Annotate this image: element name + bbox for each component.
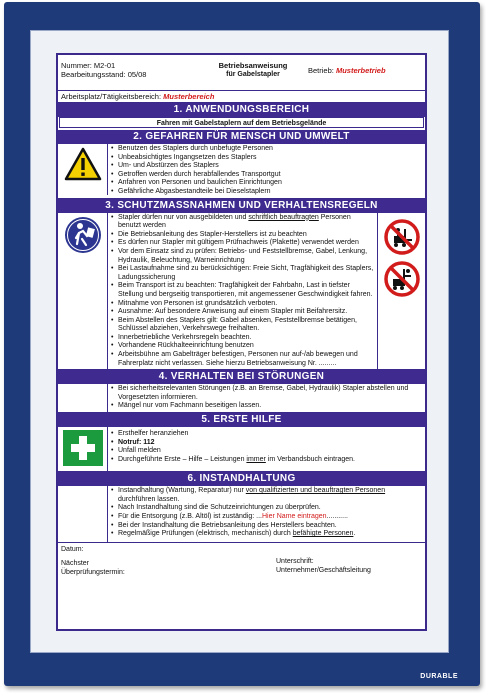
list-item: • Anfahren von Personen und baulichen Einrichtungen xyxy=(110,179,423,188)
header-left xyxy=(61,61,146,79)
empty-icon-cell xyxy=(58,486,108,542)
empty-icon-cell xyxy=(58,384,108,412)
no-lifting-persons-prohibition-icon xyxy=(384,261,420,297)
warning-triangle-icon xyxy=(64,147,102,181)
list-item: • Unfall melden xyxy=(110,447,423,456)
item-text-underlined: von qualifizierten und beauftragten Personen xyxy=(245,487,386,495)
list-item: • Bei Lastaufnahme sind zu berücksichtigen: Freie Sicht, Tragfähigkeit des Staplers, Ladungssicherung xyxy=(110,265,375,282)
brand-logo: DURABLE xyxy=(420,673,458,680)
operating-instructions-sheet xyxy=(56,53,427,631)
title-line-2: für Gabelstapler xyxy=(226,71,280,78)
warning-icon-cell xyxy=(58,144,108,195)
review-date-label: Überprüfungstermin: xyxy=(61,569,125,577)
workplace-value: Musterbereich xyxy=(163,92,215,101)
section-4-row xyxy=(58,384,425,413)
first-aid-cross-icon xyxy=(63,430,103,466)
signatory-role: Unternehmer/Geschäftsleitung xyxy=(276,567,371,575)
list-item: • Getroffen werden durch herabfallendes Transportgut xyxy=(110,171,423,180)
workplace-label: Arbeitsplatz/Tätigkeitsbereich: xyxy=(61,92,162,101)
list-item: • Notruf: 112 xyxy=(110,439,423,448)
signature-label: Unterschrift: xyxy=(276,558,314,566)
document-title xyxy=(203,61,303,79)
section-2-row xyxy=(58,144,425,199)
list-item: • Vorhandene Rückhalteeinrichtung benutzen xyxy=(110,342,375,351)
first-aid-icon-cell xyxy=(58,427,108,471)
no-passenger-prohibition-icon xyxy=(384,219,420,255)
item-text: ........... xyxy=(326,513,348,521)
list-item: • Vor dem Einsatz sind zu prüfen: Betriebs- und Feststellbremse, Gabel, Lenkung, Hydraulik, Beleuchtung, Warneinrichtung xyxy=(110,248,375,265)
section-5-row xyxy=(58,427,425,472)
item-text-underlined: befähigte Personen xyxy=(292,530,354,538)
list-item xyxy=(110,530,423,539)
list-item: • Um- und Abstürzen des Staplers xyxy=(110,162,423,171)
hazards-list xyxy=(110,145,423,197)
signature-footer xyxy=(58,543,425,587)
list-item: • Gefährliche Abgasbestandteile bei Dieselstaplern xyxy=(110,188,423,197)
company-value: Musterbetrieb xyxy=(335,66,386,75)
section-1-text: Fahren mit Gabelstaplern auf dem Betriebsgelände xyxy=(59,117,424,128)
section-6-title: 6. INSTANDHALTUNG xyxy=(58,472,425,486)
list-item xyxy=(110,513,423,522)
section-5-title: 5. ERSTE HILFE xyxy=(58,413,425,427)
item-text: Stapler dürfen nur von ausgebildeten und xyxy=(118,213,249,221)
document-number: Nummer: M2-01 xyxy=(61,61,116,70)
revision-status: Bearbeitungsstand: 05/08 xyxy=(61,70,147,79)
measures-list xyxy=(110,214,375,369)
list-item: • Bei der Instandhaltung die Betriebsanleitung des Herstellers beachten. xyxy=(110,522,423,531)
date-label: Datum: xyxy=(61,546,84,554)
list-item: • Benutzen des Staplers durch unbefugte Personen xyxy=(110,145,423,154)
mandatory-icon-cell xyxy=(58,213,108,370)
item-text: Instandhaltung (Wartung, Reparatur) nur xyxy=(118,487,246,495)
list-item: • Innerbetriebliche Verkehrsregeln beachten. xyxy=(110,334,375,343)
read-instructions-mandatory-icon xyxy=(64,216,102,254)
next-label: Nächster xyxy=(61,560,90,568)
section-2-title: 2. GEFAHREN FÜR MENSCH UND UMWELT xyxy=(58,130,425,144)
item-text-underlined: schriftlich beauftragten xyxy=(248,213,319,221)
list-item: • Bei sicherheitsrelevanten Störungen (z.B. an Bremse, Gabel, Hydraulik) Stapler abstellen und Vorgesetzten informieren. xyxy=(110,385,423,402)
list-item: • Beim Abstellen des Staplers gilt: Gabel absenken, Feststellbremse betätigen, Schlüssel abziehen, Verkehrswege freihalten. xyxy=(110,317,375,334)
responsible-name-placeholder: Hier Name eintragen xyxy=(261,513,327,521)
list-item: • Nach Instandhaltung sind die Schutzeinrichtungen zu überprüfen. xyxy=(110,504,423,513)
section-6-row xyxy=(58,486,425,543)
company-label: Betrieb: xyxy=(308,66,334,75)
sheet-header xyxy=(58,55,425,91)
workplace-field xyxy=(58,91,425,103)
list-item: • Unbeabsichtigtes Ingangsetzen des Staplers xyxy=(110,154,423,163)
prohibition-icons-cell xyxy=(377,213,425,370)
item-text-underlined: immer xyxy=(246,456,266,464)
first-aid-list xyxy=(110,430,423,464)
section-1-title: 1. ANWENDUNGSBEREICH xyxy=(58,103,425,117)
company-field xyxy=(308,66,386,75)
list-item: • Beim Transport ist zu beachten: Tragfähigkeit der Fahrbahn, Last in tiefster Stellung und bergseitig transportieren, mit angemessener Geschwindigkeit fahren. xyxy=(110,282,375,299)
maintenance-list xyxy=(110,487,423,539)
list-item: • Arbeitsbühne am Gabelträger befestigen, Personen nur auf-/ab bewegen und Fahrerplatz nicht verlassen. Siehe hierzu Betriebsanweisung Nr. ......... xyxy=(110,351,375,368)
section-3-row xyxy=(58,213,425,371)
list-item: • Die Betriebsanleitung des Stapler-Herstellers ist zu beachten xyxy=(110,231,375,240)
section-4-title: 4. VERHALTEN BEI STÖRUNGEN xyxy=(58,370,425,384)
item-text: Personen benutzt werden xyxy=(118,213,351,230)
list-item: • Mitnahme von Personen ist grundsätzlich verboten. xyxy=(110,300,375,309)
malfunction-list xyxy=(110,385,423,411)
item-text: Regelmäßige Prüfungen (elektrisch, mechanisch) durch xyxy=(118,530,293,538)
list-item xyxy=(110,214,375,231)
item-text: im Verbandsbuch eintragen. xyxy=(265,456,355,464)
list-item: • Mängel nur vom Fachmann beseitigen lassen. xyxy=(110,402,423,411)
list-item: • Es dürfen nur Stapler mit gültigem Prüfnachweis (Plakette) verwendet werden xyxy=(110,239,375,248)
item-text: Durchgeführte Erste – Hilfe – Leistungen xyxy=(118,456,247,464)
list-item xyxy=(110,456,423,465)
item-text: Für die Entsorgung (z.B. Altöl) ist zuständig: ... xyxy=(118,513,262,521)
item-text: . xyxy=(353,530,356,538)
list-item xyxy=(110,487,423,504)
list-item: • Ausnahme: Auf besondere Anweisung auf einem Stapler mit Beifahrersitz. xyxy=(110,308,375,317)
list-item: • Ersthelfer heranziehen xyxy=(110,430,423,439)
section-3-title: 3. SCHUTZMASSNAHMEN UND VERHALTENSREGELN xyxy=(58,199,425,213)
item-text: durchführen lassen. xyxy=(118,495,180,503)
title-line-1: Betriebsanweisung xyxy=(218,61,288,70)
